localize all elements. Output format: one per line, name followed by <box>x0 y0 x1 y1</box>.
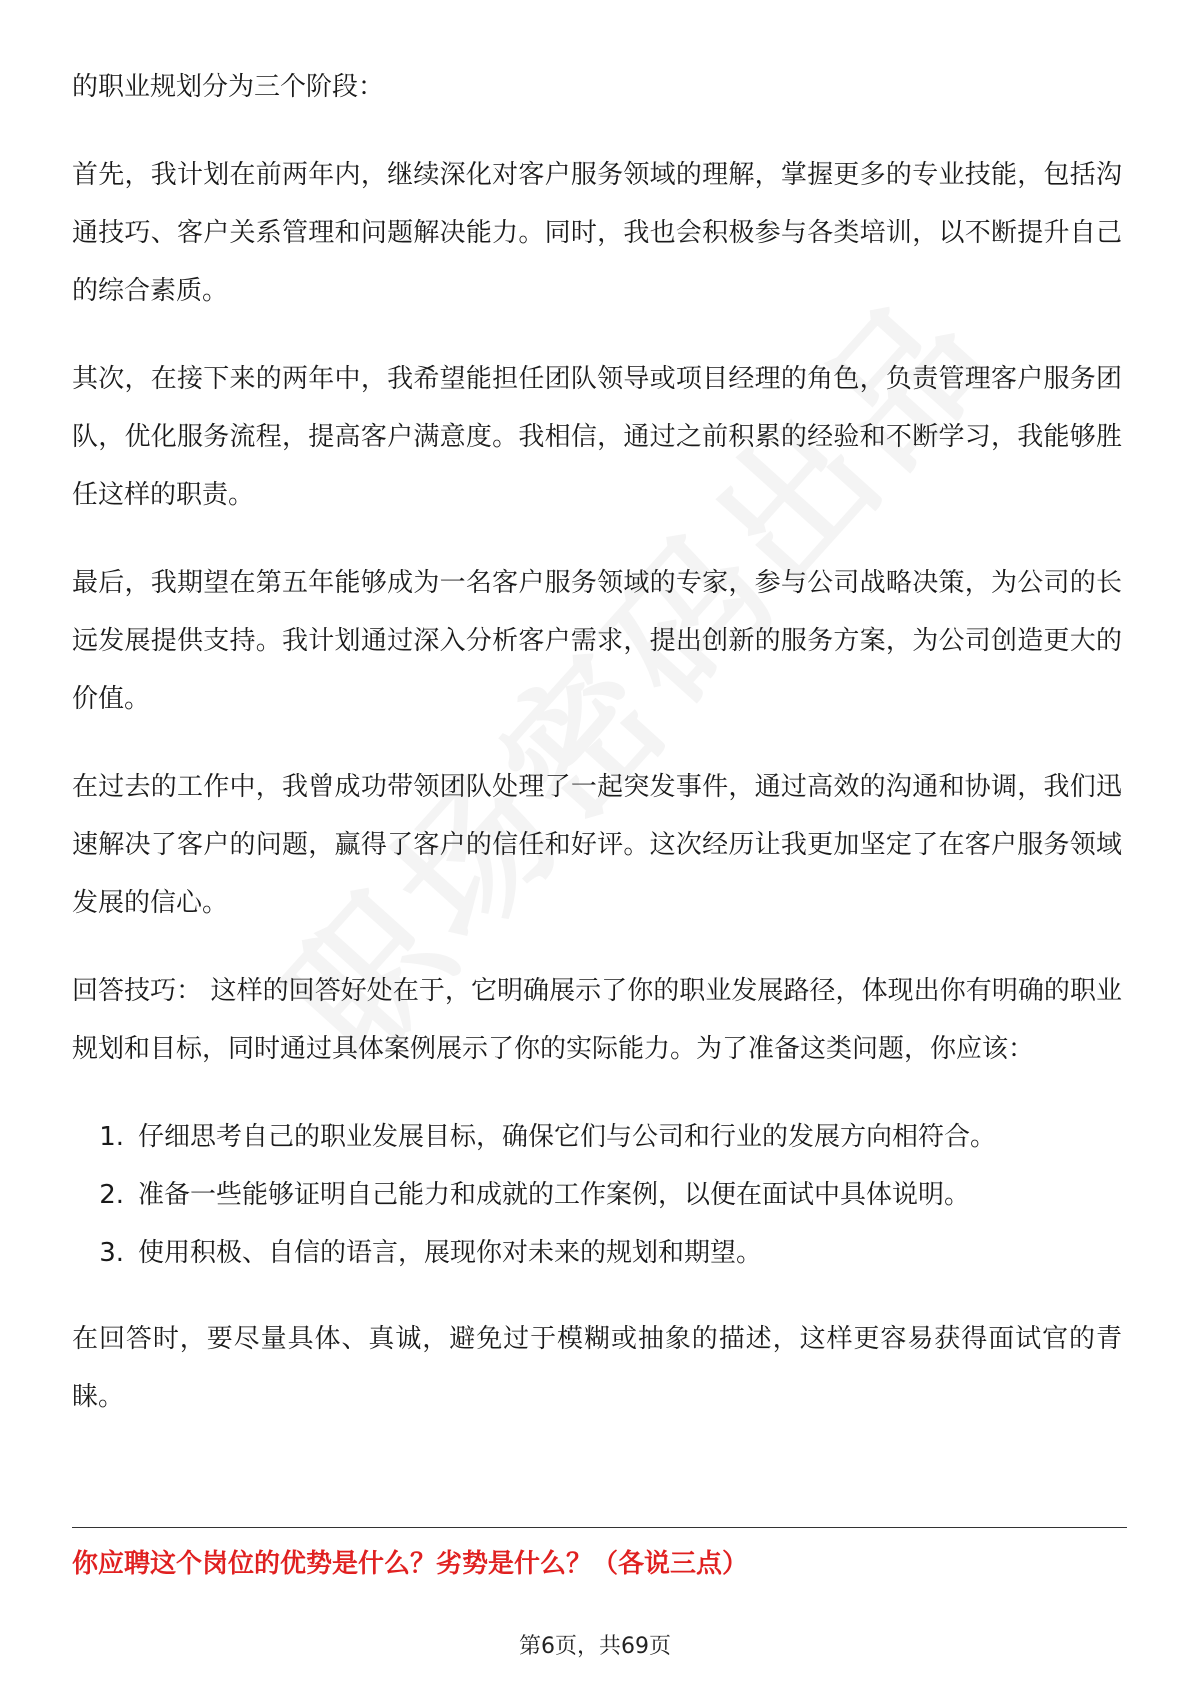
paragraph-second-stage: 其次，在接下来的两年中，我希望能担任团队领导或项目经理的角色，负责管理客户服务团队，优化服务流程，提高客户满意度。我相信，通过之前积累的经验和不断学习，我能够胜任这样的职责。 <box>72 364 1122 510</box>
list-item <box>72 1166 1122 1224</box>
list-text: 使用积极、自信的语言，展现你对未来的规划和期望。 <box>138 1238 763 1268</box>
paragraph-first-stage: 首先，我计划在前两年内，继续深化对客户服务领域的理解，掌握更多的专业技能，包括沟通技巧、客户关系管理和问题解决能力。同时，我也会积极参与各类培训，以不断提升自己的综合素质。 <box>72 160 1122 306</box>
paragraph-experience: 在过去的工作中，我曾成功带领团队处理了一起突发事件，通过高效的沟通和协调，我们迅速解决了客户的问题，赢得了客户的信任和好评。这次经历让我更加坚定了在客户服务领域发展的信心。 <box>72 772 1122 918</box>
list-number: 3. <box>99 1238 124 1268</box>
list-number: 2. <box>99 1180 124 1210</box>
list-item <box>72 1224 1122 1282</box>
paragraph-final-stage: 最后，我期望在第五年能够成为一名客户服务领域的专家，参与公司战略决策，为公司的长远发展提供支持。我计划通过深入分析客户需求，提出创新的服务方案，为公司创造更大的价值。 <box>72 568 1122 714</box>
paragraph-closing: 在回答时，要尽量具体、真诚，避免过于模糊或抽象的描述，这样更容易获得面试官的青睐。 <box>72 1324 1122 1412</box>
tips-list <box>72 1108 1122 1282</box>
list-text: 准备一些能够证明自己能力和成就的工作案例，以便在面试中具体说明。 <box>138 1180 971 1210</box>
section-divider <box>72 1527 1127 1528</box>
content-body <box>72 58 1122 1456</box>
list-text: 仔细思考自己的职业发展目标，确保它们与公司和行业的发展方向相符合。 <box>138 1122 997 1152</box>
list-number: 1. <box>99 1122 124 1152</box>
question-heading: 你应聘这个岗位的优势是什么？劣势是什么？（各说三点） <box>72 1549 749 1579</box>
list-item <box>72 1108 1122 1166</box>
page-footer: 第6页，共69页 <box>519 1634 671 1659</box>
paragraph-answer-tips: 回答技巧： 这样的回答好处在于，它明确展示了你的职业发展路径，体现出你有明确的职业规划和目标，同时通过具体案例展示了你的实际能力。为了准备这类问题，你应该： <box>72 976 1122 1064</box>
paragraph-intro: 的职业规划分为三个阶段： <box>72 72 385 102</box>
